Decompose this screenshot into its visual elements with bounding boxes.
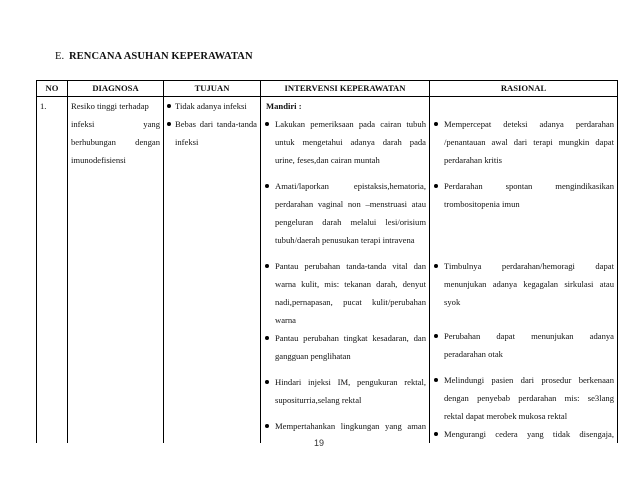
bullet-icon: [167, 122, 171, 126]
rasional-line: menunjukan adanya kegagalan sirkulasi atau: [444, 279, 614, 289]
intervensi-line: pengeluran darah melalui lesi/orisium: [275, 217, 426, 227]
intervensi-item: [264, 257, 426, 329]
bullet-icon: [265, 264, 269, 268]
rasional-item: [433, 115, 614, 169]
header-rasional: RASIONAL: [430, 81, 618, 97]
intervensi-line: warna kulit, mis: tekanan darah, denyut: [275, 279, 426, 289]
intervensi-line: tubuh/daerah penusukan terapi intravena: [275, 235, 415, 245]
bullet-icon: [167, 104, 171, 108]
bullet-icon: [265, 336, 269, 340]
rasional-line: Timbulnya perdarahan/hemoragi dapat: [444, 261, 614, 271]
intervensi-item: [264, 115, 426, 169]
rasional-item: [433, 257, 614, 311]
intervensi-line: Amati/laporkan epistaksis,hematoria,: [275, 181, 426, 191]
row-number: 1.: [40, 101, 47, 111]
intervensi-item: [264, 329, 426, 365]
diagnosa-line: imunodefisiensi: [71, 155, 126, 165]
tujuan-line: Tidak adanya infeksi: [175, 101, 247, 111]
cell-no: [37, 97, 68, 444]
rasional-line: /penantauan awal dari terapi mungkin dapat: [444, 137, 614, 147]
rasional-item: [433, 177, 614, 213]
rasional-item: [433, 327, 614, 363]
rasional-line: syok: [444, 297, 461, 307]
bullet-icon: [434, 334, 438, 338]
cell-diagnosa: [68, 97, 164, 444]
table-header-row: [37, 81, 618, 97]
rasional-line: rektal dapat merobek mukosa rektal: [444, 411, 568, 421]
rasional-line: dengan penyebab perdarahan mis: se3lang: [444, 393, 614, 403]
header-intervensi: INTERVENSI KEPERAWATAN: [261, 81, 430, 97]
section-title: RENCANA ASUHAN KEPERAWATAN: [68, 51, 253, 62]
header-no: NO: [37, 81, 68, 97]
intervensi-line: nadi,pernapasan, pucat kulit/perubahan: [275, 297, 426, 307]
cell-intervensi: [261, 97, 430, 444]
rasional-line: peradarahan otak: [444, 349, 503, 359]
rasional-line: Perdarahan spontan mengindikasikan: [444, 181, 614, 191]
intervensi-line: urine, feses,dan cairan muntah: [275, 155, 380, 165]
intervensi-line: warna: [275, 315, 296, 325]
bullet-icon: [434, 122, 438, 126]
tujuan-item: [167, 115, 257, 151]
cell-tujuan: [164, 97, 261, 444]
tujuan-item: [167, 97, 257, 115]
rasional-line: Perubahan dapat menunjukan adanya: [444, 331, 614, 341]
care-plan-table: [36, 80, 618, 443]
tujuan-line: Bebas dari tanda-tanda: [175, 119, 257, 129]
intervensi-line: Lakukan pemeriksaan pada cairan tubuh: [275, 119, 426, 129]
page-number: 19: [313, 438, 324, 448]
intervensi-line: Mempertahankan lingkungan yang aman: [275, 421, 426, 431]
rasional-spacer: [433, 97, 614, 115]
section-heading: [55, 51, 253, 62]
intervensi-line: supositurria,selang rektal: [275, 395, 362, 405]
rasional-line: trombositopenia imun: [444, 199, 520, 209]
diagnosa-line: infeksi yang: [71, 119, 160, 129]
cell-rasional: [430, 97, 618, 444]
diagnosa-line: Resiko tinggi terhadap: [71, 101, 149, 111]
mandiri-label: Mandiri :: [266, 101, 302, 111]
rasional-line: Mempercepat deteksi adanya perdarahan: [444, 119, 614, 129]
intervensi-item: [264, 373, 426, 409]
bullet-icon: [265, 424, 269, 428]
bullet-icon: [434, 184, 438, 188]
header-diagnosa: DIAGNOSA: [68, 81, 164, 97]
bullet-icon: [265, 380, 269, 384]
diagnosa-line: berhubungan dengan: [71, 137, 160, 147]
rasional-line: perdarahan kritis: [444, 155, 502, 165]
section-number: E.: [55, 51, 65, 62]
intervensi-line: Pantau perubahan tingkat kesadaran, dan: [275, 333, 426, 343]
tujuan-line: infeksi: [175, 137, 199, 147]
bullet-icon: [265, 184, 269, 188]
intervensi-line: Hindari injeksi IM, pengukuran rektal,: [275, 377, 426, 387]
intervensi-item: [264, 177, 426, 249]
rasional-line: Mengurangi cedera yang tidak disengaja,: [444, 429, 614, 439]
bullet-icon: [434, 264, 438, 268]
table-row: [37, 97, 618, 444]
intervensi-line: perdarahan vaginal non –menstruasi atau: [275, 199, 426, 209]
intervensi-line: gangguan penglihatan: [275, 351, 351, 361]
header-tujuan: TUJUAN: [164, 81, 261, 97]
bullet-icon: [265, 122, 269, 126]
bullet-icon: [434, 432, 438, 436]
intervensi-line: Pantau perubahan tanda-tanda vital dan: [275, 261, 426, 271]
bullet-icon: [434, 378, 438, 382]
intervensi-line: untuk mengetahui adanya darah pada: [275, 137, 426, 147]
rasional-line: Melindungi pasien dari prosedur berkenaan: [444, 375, 614, 385]
intervensi-item: [264, 417, 426, 435]
rasional-item: [433, 371, 614, 425]
